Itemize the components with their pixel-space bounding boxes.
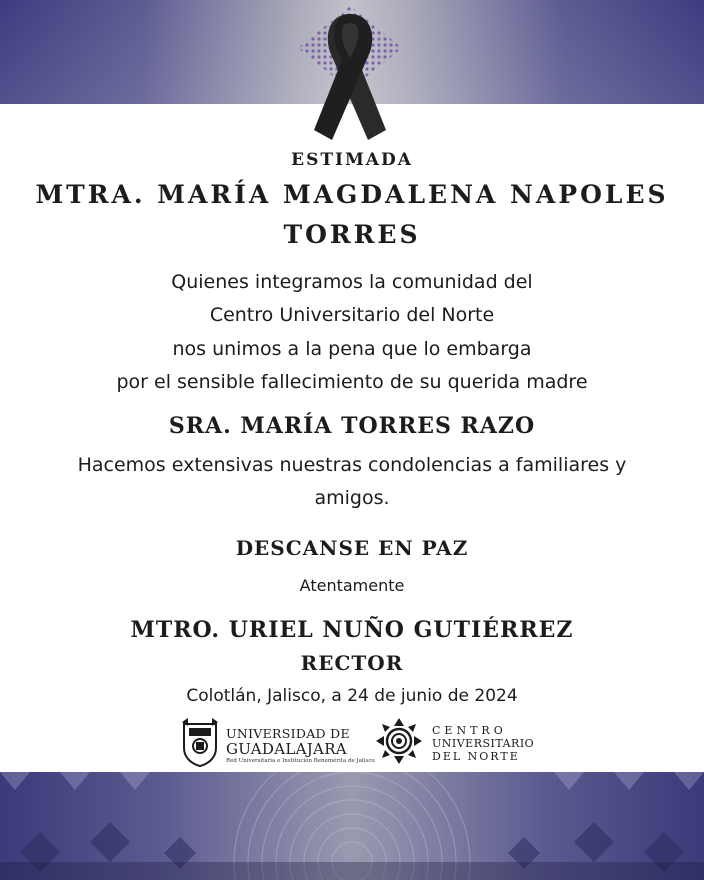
- logos-row: [0, 712, 704, 772]
- body-line-3: nos unimos a la pena que lo embarga: [172, 338, 532, 360]
- recipient-name-line2: TORRES: [283, 220, 421, 249]
- udg-name-line1: UNIVERSIDAD DE: [226, 726, 350, 741]
- condolences-line-2: amigos.: [314, 487, 390, 509]
- place-date: Colotlán, Jalisco, a 24 de junio de 2024: [186, 686, 518, 706]
- cunorte-name-line1: CENTRO: [432, 724, 507, 737]
- closing: Atentamente: [299, 576, 405, 595]
- mourning-ribbon-icon: [280, 0, 420, 152]
- cunorte-name-line3: DEL NORTE: [432, 750, 520, 763]
- udg-logo: [180, 716, 375, 772]
- udg-name-line2: GUADALAJARA: [226, 740, 347, 758]
- condolences-line-1: Hacemos extensivas nuestras condolencias a familiares y: [77, 454, 627, 476]
- udg-subtitle: Red Universitaria e Institución Benemérita de Jalisco: [226, 758, 375, 764]
- bottom-decorative-band: [0, 772, 704, 880]
- body-line-2: Centro Universitario del Norte: [209, 304, 495, 326]
- body-line-4: por el sensible fallecimiento de su querida madre: [116, 371, 588, 393]
- signer-name: MTRO. URIEL NUÑO GUTIÉRREZ: [130, 617, 574, 643]
- body-line-1: Quienes integramos la comunidad del: [171, 271, 533, 293]
- rest-in-peace: DESCANSE EN PAZ: [235, 536, 469, 560]
- signer-title: RECTOR: [300, 651, 404, 675]
- spiral-pattern-icon: [0, 772, 704, 880]
- deceased-name: SRA. MARÍA TORRES RAZO: [168, 413, 536, 439]
- salutation: ESTIMADA: [291, 150, 413, 170]
- cunorte-name-line2: UNIVERSITARIO: [432, 737, 535, 750]
- cunorte-logo: [376, 714, 546, 772]
- cunorte-emblem-icon: [376, 718, 422, 764]
- recipient-name-line1: MTRA. MARÍA MAGDALENA NAPOLES: [35, 180, 669, 209]
- udg-seal-icon: [180, 718, 220, 768]
